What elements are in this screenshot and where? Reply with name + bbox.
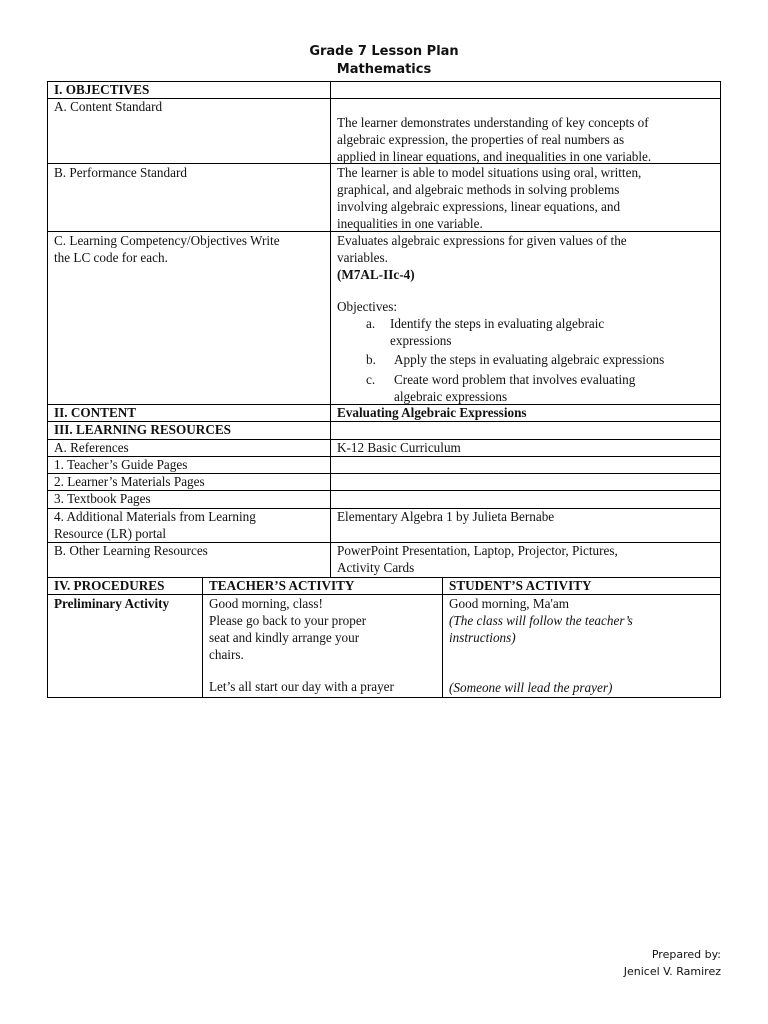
teacher-activity-text: Good morning, class! Please go back to your proper seat and kindly arrange your chairs. [209,596,367,662]
objective-item-b: Apply the steps in evaluating algebraic expressions [394,352,665,367]
student-greeting: Good morning, Ma'am [449,596,569,611]
student-activity-text: (The class will follow the teacher’s instructions) [449,613,633,645]
other-resources-label: B. Other Learning Resources [54,543,208,558]
competency-text: Evaluates algebraic expressions for given values of the variables. (M7AL-IIc-4) [337,233,627,282]
procedures-heading: IV. PROCEDURES [54,578,165,593]
objective-item-c: Create word problem that involves evaluating algebraic expressions [394,372,636,404]
competency-label: C. Learning Competency/Objectives Write the LC code for each. [54,233,280,265]
content-standard-label: A. Content Standard [54,99,163,114]
document-subject: Mathematics [336,62,432,77]
lc-code: (M7AL-IIc-4) [337,267,415,282]
prepared-by-name: Jenicel V. Ramirez [623,965,721,978]
resources-heading: III. LEARNING RESOURCES [54,422,231,437]
objective-marker-c: c. [366,372,376,387]
performance-standard-text: The learner is able to model situations using oral, written, graphical, and algebraic methods in solving problems involving algebraic expressions, linear equations, and inequalities in one variable. [337,165,642,231]
objective-marker-a: a. [366,316,376,331]
additional-materials-label: 4. Additional Materials from Learning Resource (LR) portal [54,509,256,541]
content-value: Evaluating Algebraic Expressions [337,405,527,420]
additional-materials-value: Elementary Algebra 1 by Julieta Bernabe [337,509,555,524]
objective-item-a: Identify the steps in evaluating algebraic expressions [390,316,605,348]
prepared-by-label: Prepared by: [651,948,721,961]
references-label: A. References [54,440,129,455]
learners-materials-label: 2. Learner’s Materials Pages [54,474,205,489]
content-heading: II. CONTENT [54,405,137,420]
teachers-guide-label: 1. Teacher’s Guide Pages [54,457,188,472]
objectives-heading: I. OBJECTIVES [54,82,150,97]
objectives-label: Objectives: [337,299,398,314]
references-value: K-12 Basic Curriculum [337,440,461,455]
teacher-prayer-text: Let’s all start our day with a prayer [209,679,394,694]
objective-marker-b: b. [366,352,376,367]
preliminary-activity-label: Preliminary Activity [54,596,170,611]
document-title: Grade 7 Lesson Plan [309,44,459,59]
teachers-activity-heading: TEACHER’S ACTIVITY [209,578,355,593]
students-activity-heading: STUDENT’S ACTIVITY [449,578,592,593]
performance-standard-label: B. Performance Standard [54,165,187,180]
student-prayer-text: (Someone will lead the prayer) [449,680,613,695]
content-standard-text: The learner demonstrates understanding of key concepts of algebraic expression, the properties of real numbers as applied in linear equations, and inequalities in one variable. [337,115,652,164]
other-resources-value: PowerPoint Presentation, Laptop, Projector, Pictures, Activity Cards [337,543,618,575]
textbook-label: 3. Textbook Pages [54,491,151,506]
